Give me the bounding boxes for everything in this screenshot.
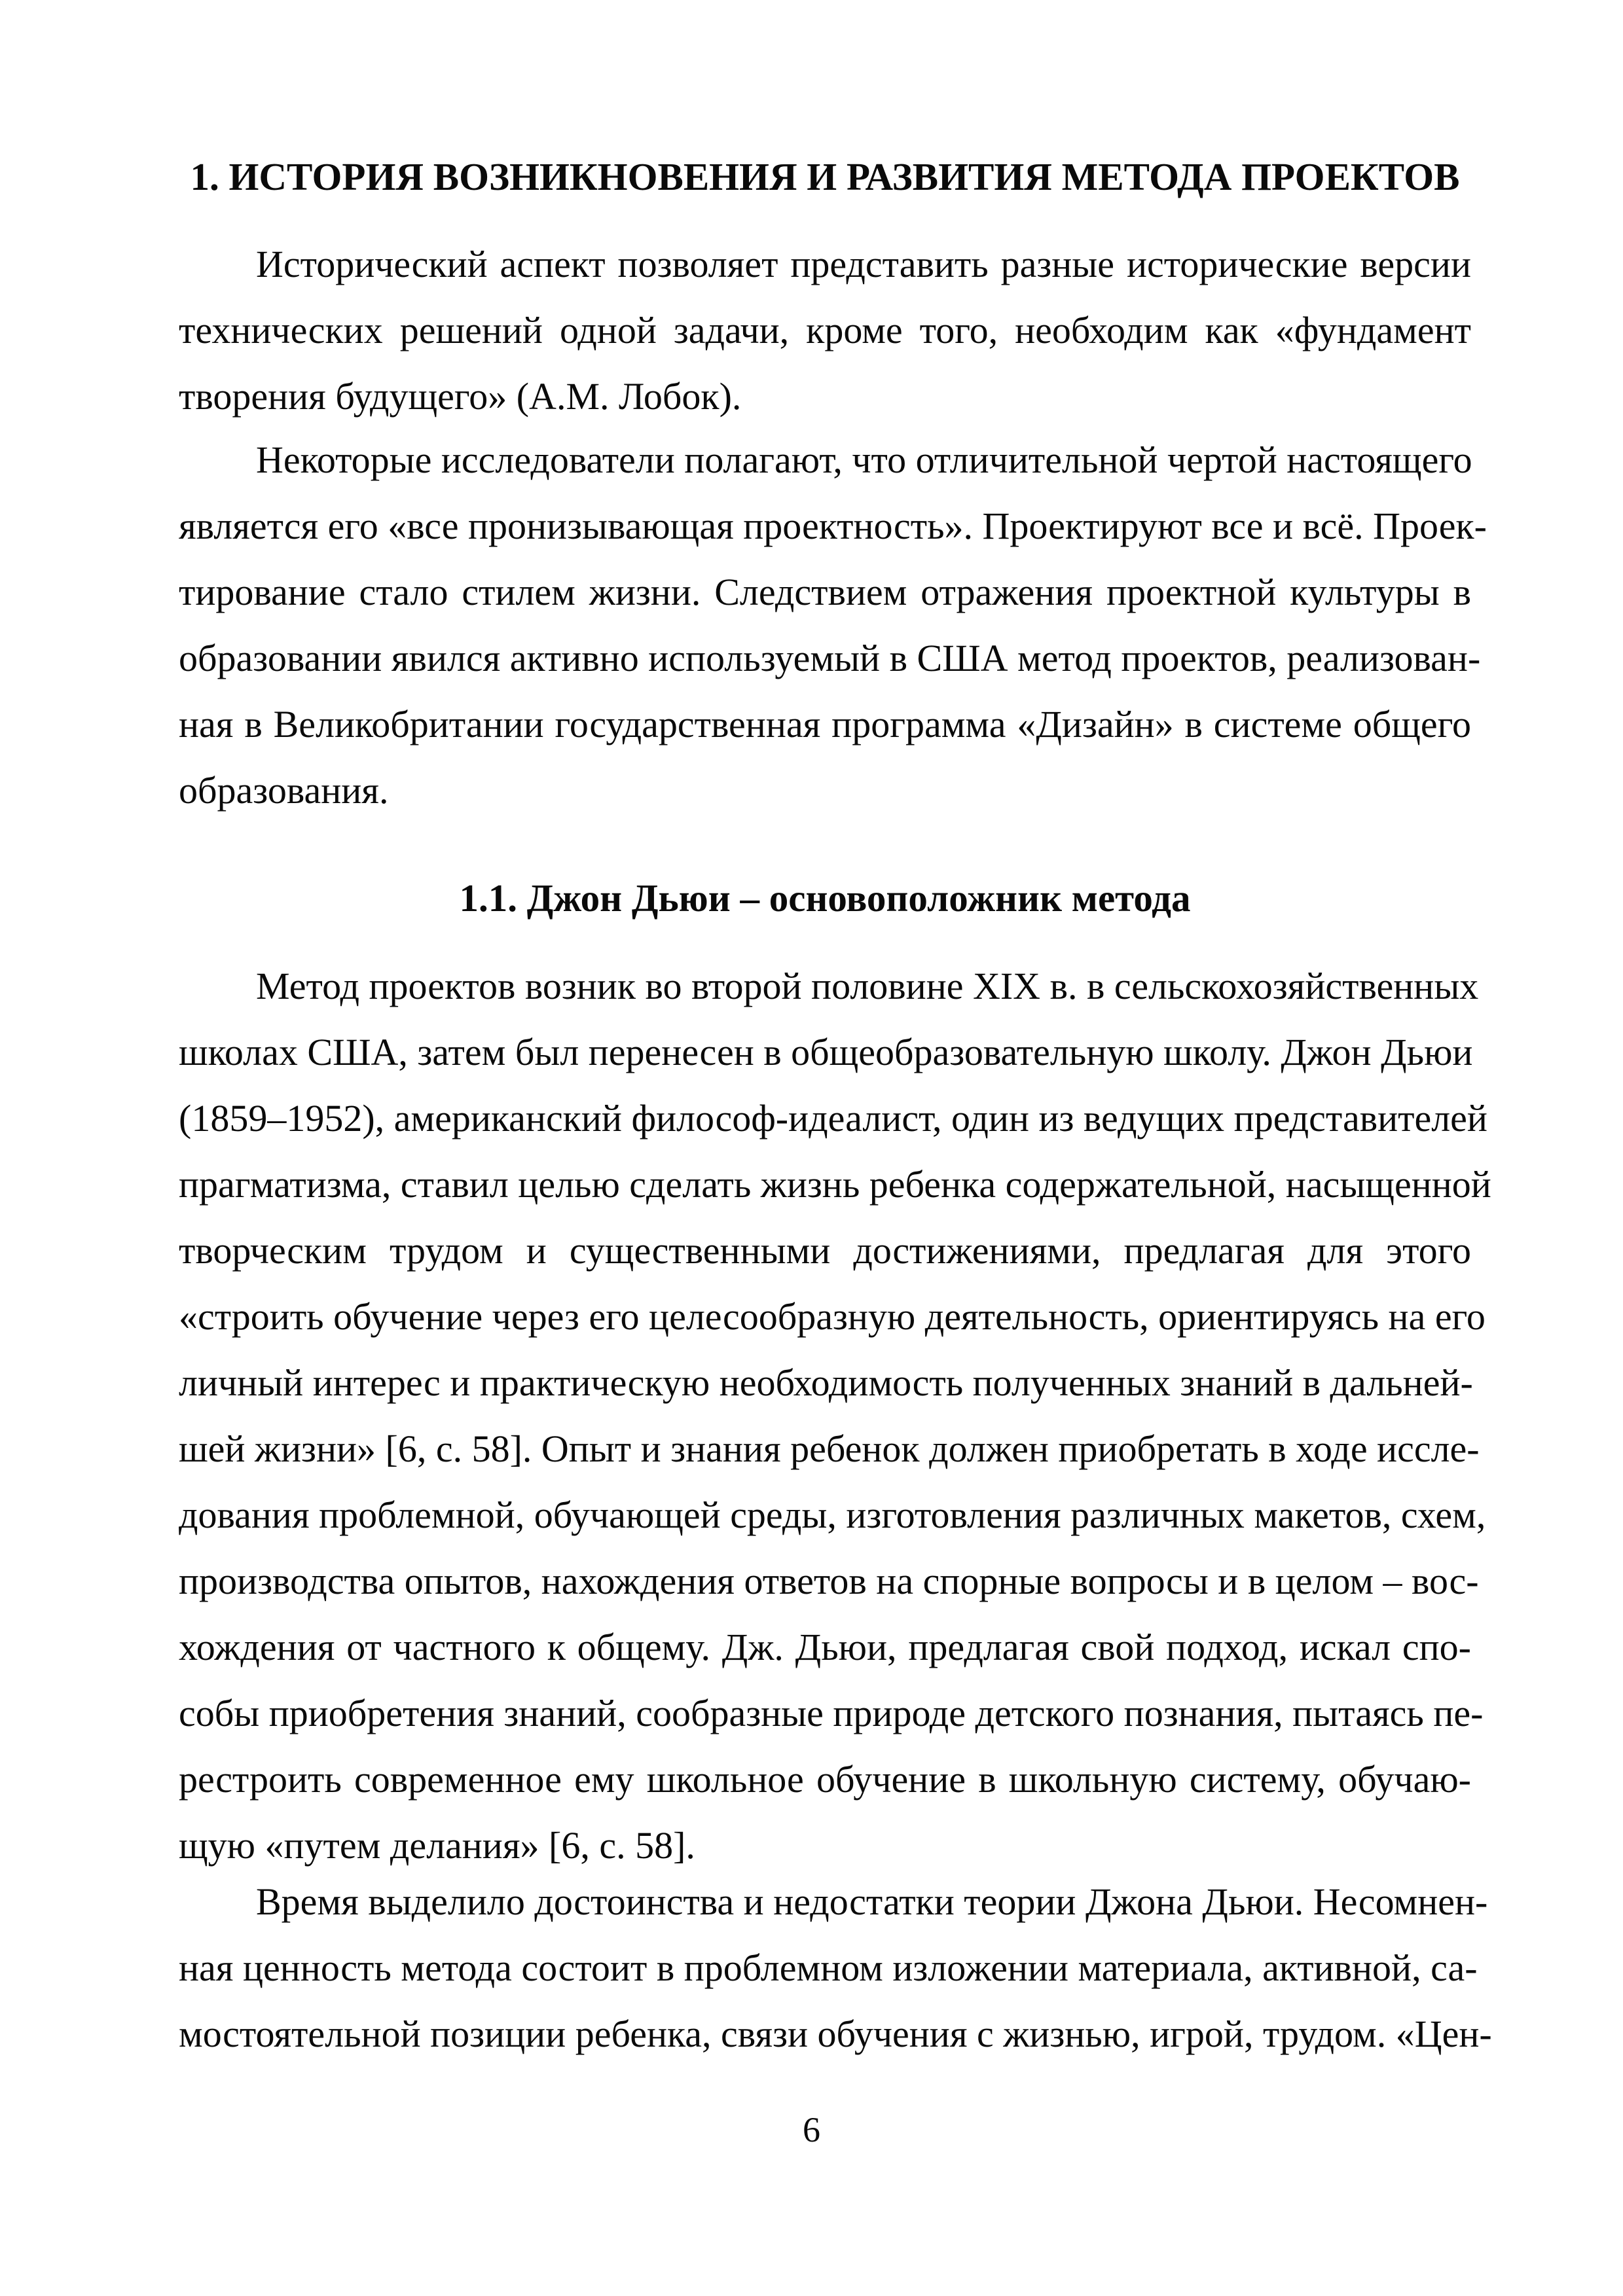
- paragraph-line: производства опытов, нахождения ответов на спорные вопросы и в целом – вос-: [179, 1560, 1479, 1602]
- paragraph-line: прагматизма, ставил целью сделать жизнь ребенка содержательной, насыщенной: [179, 1163, 1491, 1206]
- paragraph-line: (1859–1952), американский философ-идеалист, один из ведущих представителей: [179, 1097, 1487, 1139]
- paragraph-line: технических решений одной задачи, кроме того, необходим как «фундамент: [179, 309, 1471, 351]
- paragraph-line: ная ценность метода состоит в проблемном изложении материала, активной, са-: [179, 1946, 1478, 1989]
- paragraph-line: дования проблемной, обучающей среды, изготовления различных макетов, схем,: [179, 1494, 1486, 1536]
- paragraph-line: рестроить современное ему школьное обучение в школьную систему, обучаю-: [179, 1758, 1471, 1801]
- paragraph-historical-aspect: [179, 231, 1471, 429]
- paragraph-line: Исторический аспект позволяет представить разные исторические версии: [256, 243, 1471, 285]
- paragraph-line: мостоятельной позиции ребенка, связи обучения с жизнью, игрой, трудом. «Цен-: [179, 2013, 1492, 2055]
- paragraph-line: Метод проектов возник во второй половине XIX в. в сельскохозяйственных: [256, 965, 1479, 1007]
- paragraph-line: образования.: [179, 769, 389, 812]
- paragraph-line: школах США, затем был перенесен в общеобразовательную школу. Джон Дьюи: [179, 1031, 1473, 1073]
- paragraph-line: Время выделило достоинства и недостатки теории Джона Дьюи. Несомнен-: [256, 1880, 1488, 1923]
- paragraph-line: личный интерес и практическую необходимость полученных знаний в дальней-: [179, 1361, 1473, 1404]
- paragraph-dewey-assessment: [179, 1869, 1492, 2067]
- paragraph-line: «строить обучение через его целесообразную деятельность, ориентируясь на его: [179, 1295, 1486, 1338]
- paragraph-line: является его «все пронизывающая проектность». Проектируют все и всё. Проек-: [179, 505, 1487, 547]
- paragraph-line: собы приобретения знаний, сообразные природе детского познания, пытаясь пе-: [179, 1692, 1484, 1734]
- paragraph-line: щую «путем делания» [6, с. 58].: [179, 1824, 695, 1867]
- paragraph-line: шей жизни» [6, с. 58]. Опыт и знания ребенок должен приобретать в ходе иссле-: [179, 1427, 1480, 1470]
- paragraph-line: ная в Великобритании государственная программа «Дизайн» в системе общего: [179, 703, 1471, 745]
- page-number: 6: [803, 2110, 820, 2149]
- paragraph-line: творения будущего» (А.М. Лобок).: [179, 375, 742, 418]
- chapter-heading: 1. ИСТОРИЯ ВОЗНИКНОВЕНИЯ И РАЗВИТИЯ МЕТОДА ПРОЕКТОВ: [190, 155, 1460, 198]
- paragraph-project-culture: [179, 427, 1487, 823]
- paragraph-dewey-method: [179, 953, 1491, 1878]
- paragraph-line: творческим трудом и существенными достижениями, предлагая для этого: [179, 1229, 1471, 1272]
- paragraph-line: хождения от частного к общему. Дж. Дьюи, предлагая свой подход, искал спо-: [179, 1626, 1471, 1668]
- section-heading: 1.1. Джон Дьюи – основоположник метода: [459, 876, 1191, 920]
- paragraph-line: образовании явился активно используемый в США метод проектов, реализован-: [179, 637, 1481, 679]
- paragraph-line: тирование стало стилем жизни. Следствием отражения проектной культуры в: [179, 571, 1471, 613]
- paragraph-line: Некоторые исследователи полагают, что отличительной чертой настоящего: [256, 439, 1472, 481]
